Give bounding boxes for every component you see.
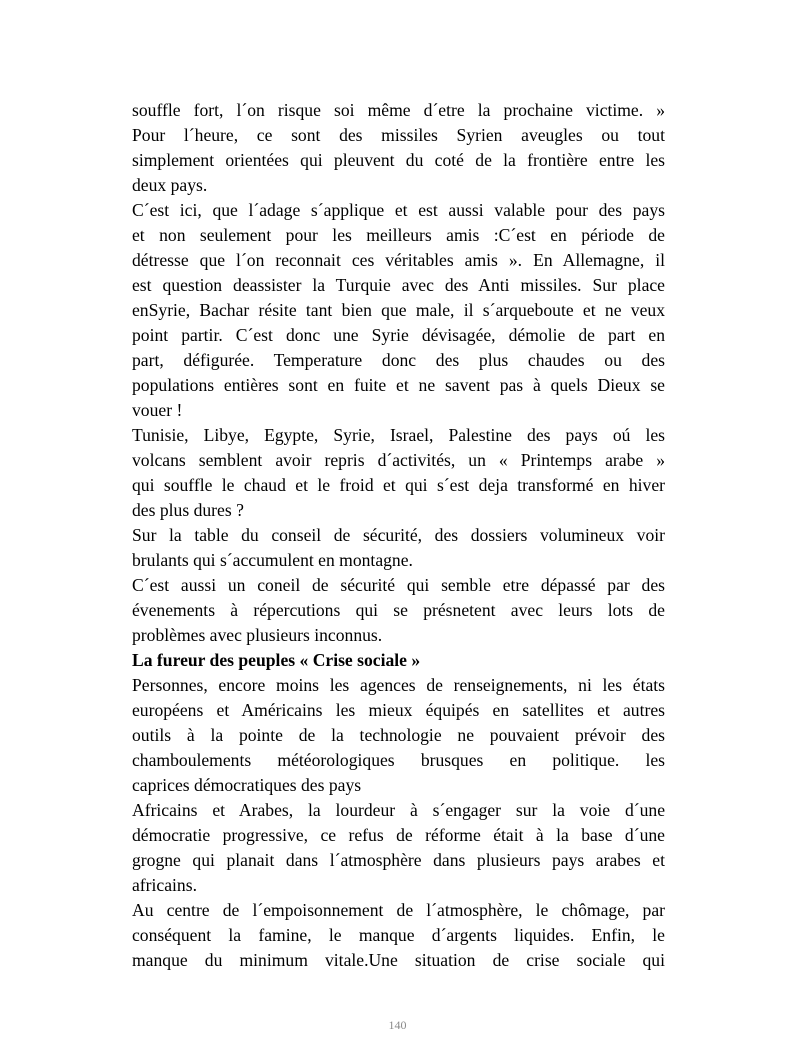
text-line: point partir. C´est donc une Syrie dévisagée, démolie de part en [132, 325, 665, 345]
text-line: volcans semblent avoir repris d´activités, un « Printemps arabe » [132, 450, 665, 470]
text-line: Tunisie, Libye, Egypte, Syrie, Israel, Palestine des pays oú les [132, 425, 665, 445]
text-line: C´est aussi un coneil de sécurité qui semble etre dépassé par des [132, 575, 665, 595]
text-line: vouer ! [132, 400, 183, 420]
page-number: 140 [388, 1018, 407, 1032]
text-line: Sur la table du conseil de sécurité, des dossiers volumineux voir [132, 525, 665, 545]
text-line: Personnes, encore moins les agences de renseignements, ni les états [132, 675, 665, 695]
text-line: démocratie progressive, ce refus de réforme était à la base d´une [132, 825, 665, 845]
text-line: qui souffle le chaud et le froid et qui s´est deja transformé en hiver [132, 475, 665, 495]
section-heading: La fureur des peuples « Crise sociale » [132, 650, 421, 670]
text-line: est question deassister la Turquie avec des Anti missiles. Sur place [132, 275, 665, 295]
text-line: chamboulements météorologiques brusques en politique. les [132, 750, 665, 770]
text-line: conséquent la famine, le manque d´argents liquides. Enfin, le [132, 925, 665, 945]
text-line: européens et Américains les mieux équipés en satellites et autres [132, 700, 665, 720]
text-line: part, défigurée. Temperature donc des plus chaudes ou des [132, 350, 665, 370]
text-line: Pour l´heure, ce sont des missiles Syrien aveugles ou tout [132, 125, 665, 145]
text-line: Au centre de l´empoisonnement de l´atmosphère, le chômage, par [132, 900, 665, 920]
text-line: Africains et Arabes, la lourdeur à s´engager sur la voie d´une [132, 800, 665, 820]
text-line: évenements à répercutions qui se présnetent avec leurs lots de [132, 600, 665, 620]
text-line: populations entières sont en fuite et ne savent pas à quels Dieux se [132, 375, 665, 395]
text-line: C´est ici, que l´adage s´applique et est aussi valable pour des pays [132, 200, 665, 220]
text-line: manque du minimum vitale.Une situation de crise sociale qui [132, 950, 665, 970]
text-line: détresse que l´on reconnait ces véritables amis ». En Allemagne, il [132, 250, 665, 270]
text-line: enSyrie, Bachar résite tant bien que male, il s´arqueboute et ne veux [132, 300, 665, 320]
text-line: caprices démocratiques des pays [132, 775, 362, 795]
text-line: grogne qui planait dans l´atmosphère dans plusieurs pays arabes et [132, 850, 665, 870]
body-text [132, 98, 665, 973]
text-line: africains. [132, 875, 197, 895]
text-line: des plus dures ? [132, 500, 244, 520]
text-line: simplement orientées qui pleuvent du coté de la frontière entre les [132, 150, 665, 170]
text-line: souffle fort, l´on risque soi même d´etre la prochaine victime. » [132, 100, 665, 120]
text-line: deux pays. [132, 175, 208, 195]
text-line: brulants qui s´accumulent en montagne. [132, 550, 413, 570]
text-line: et non seulement pour les meilleurs amis :C´est en période de [132, 225, 665, 245]
text-line: outils à la pointe de la technologie ne pouvaient prévoir des [132, 725, 665, 745]
text-line: problèmes avec plusieurs inconnus. [132, 625, 383, 645]
